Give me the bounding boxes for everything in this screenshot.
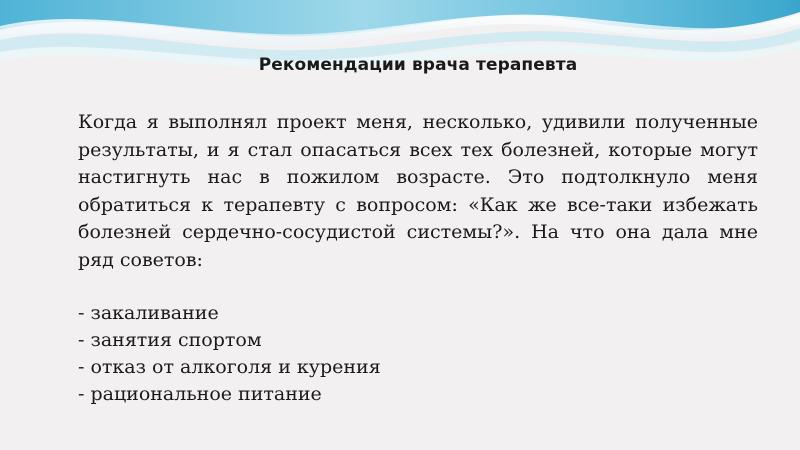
intro-paragraph: Когда я выполнял проект меня, несколько, удивили полученные результаты, и я стал опасаться всех тех болезней, которые могут настигнуть нас в пожилом возрасте. Это подтолкнуло меня обратиться к терапевту с вопросом: «Как же все-таки избежать болезней сердечно-сосудистой системы?». На что она дала мне ряд советов: xyxy=(78,111,758,271)
slide-content xyxy=(78,55,758,408)
list-item: - занятия спортом xyxy=(78,328,262,351)
slide-title: Рекомендации врача терапевта xyxy=(258,55,578,75)
list-item: - отказ от алкоголя и курения xyxy=(78,355,381,378)
list-item: - закаливание xyxy=(78,301,219,324)
list-item: - рациональное питание xyxy=(78,382,322,405)
recommendations-list xyxy=(78,300,758,408)
